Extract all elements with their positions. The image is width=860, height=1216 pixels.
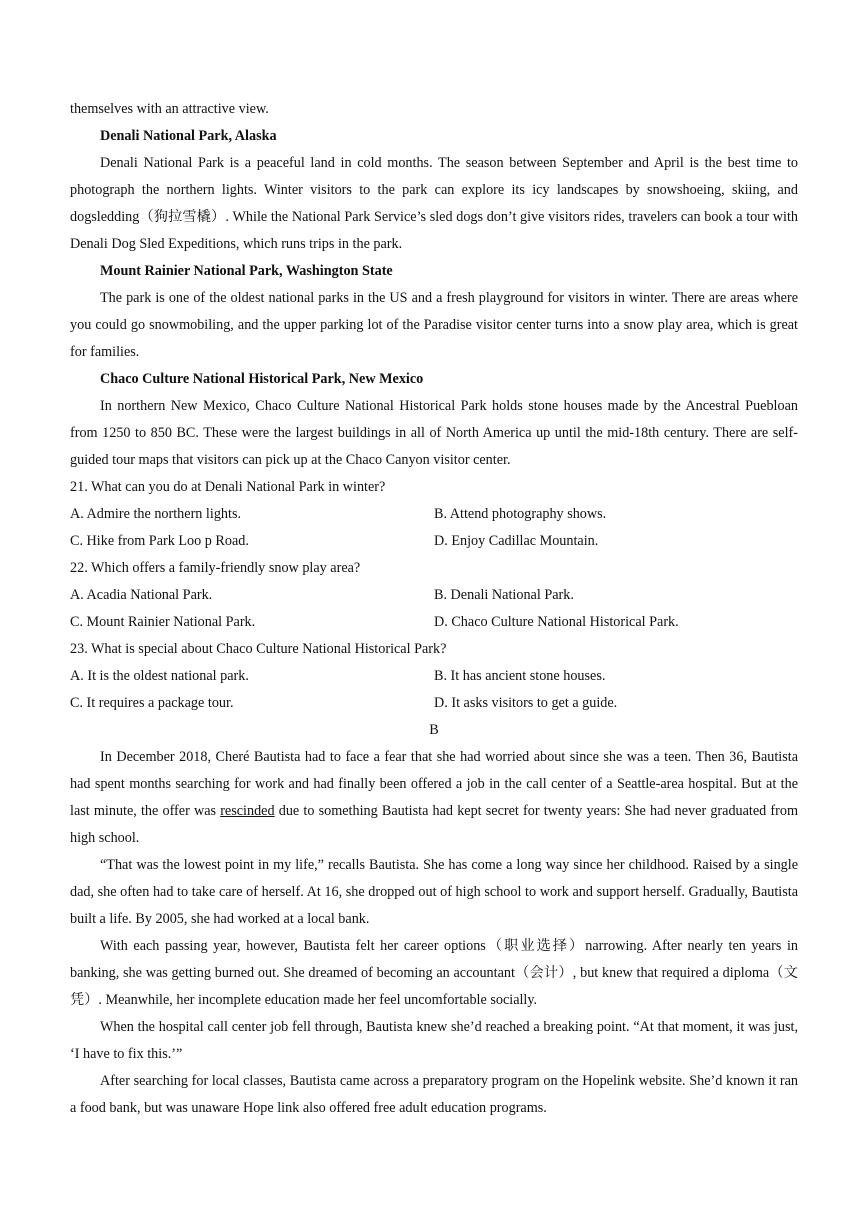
question-21-options bbox=[70, 501, 798, 555]
park-heading-denali: Denali National Park, Alaska bbox=[100, 128, 277, 144]
park-heading-rainier: Mount Rainier National Park, Washington State bbox=[100, 263, 393, 279]
question-22-option-a: A. Acadia National Park. bbox=[70, 587, 213, 603]
question-22-option-d: D. Chaco Culture National Historical Park. bbox=[434, 614, 679, 630]
passage-b-paragraph-3: With each passing year, however, Bautista felt her career options（职业选择）narrowing. After nearly ten years in banking, she was getting burned out. She dreamed of becoming an accountant（会计）, but knew that required a diploma（文凭）. Meanwhile, her incomplete education made her feel uncomfortable socially. bbox=[70, 938, 798, 1008]
passage-b-p1-before: In December 2018, Cheré Bautista had to face a fear that she had worried about since she was a teen. Then 36, Bautista had spent months searching for work and had finally been offered a job in the call center of a Seattle-area hospital. But at the last minute, the offer was bbox=[70, 749, 798, 819]
question-22-option-b: B. Denali National Park. bbox=[434, 587, 574, 603]
question-21-stem: 21. What can you do at Denali National Park in winter? bbox=[70, 479, 386, 495]
question-22-options bbox=[70, 582, 798, 636]
park-heading-chaco: Chaco Culture National Historical Park, New Mexico bbox=[100, 371, 424, 387]
document-page bbox=[70, 96, 798, 1122]
passage-b-p1-after: due to something Bautista had kept secret for twenty years: She had never graduated from high school. bbox=[70, 803, 799, 846]
question-23-option-a: A. It is the oldest national park. bbox=[70, 668, 249, 684]
park-text-rainier: The park is one of the oldest national parks in the US and a fresh playground for visitors in winter. There are areas where you could go snowmobiling, and the upper parking lot of the Paradise visitor center turns into a snow play area, which is great for families. bbox=[70, 290, 798, 360]
passage-b-paragraph-2: “That was the lowest point in my life,” recalls Bautista. She has come a long way since her childhood. Raised by a single dad, she often had to take care of herself. At 16, she dropped out of high school to work and support herself. Gradually, Bautista built a life. By 2005, she had worked at a local bank. bbox=[70, 857, 798, 927]
underlined-word-rescinded: rescinded bbox=[220, 803, 275, 819]
question-21-option-a: A. Admire the northern lights. bbox=[70, 506, 242, 522]
question-22-option-c: C. Mount Rainier National Park. bbox=[70, 614, 256, 630]
passage-b-paragraph-5: After searching for local classes, Bautista came across a preparatory program on the Hopelink website. She’d known it ran a food bank, but was unaware Hope link also offered free adult education programs. bbox=[70, 1073, 798, 1116]
question-23-option-c: C. It requires a package tour. bbox=[70, 695, 234, 711]
section-label-b: B bbox=[429, 722, 439, 738]
question-21-option-c: C. Hike from Park Loo p Road. bbox=[70, 533, 249, 549]
question-21-option-b: B. Attend photography shows. bbox=[434, 506, 607, 522]
park-text-denali: Denali National Park is a peaceful land in cold months. The season between September and April is the best time to photograph the northern lights. Winter visitors to the park can explore its icy landscapes by snowshoeing, skiing, and dogsledding（狗拉雪橇）. While the National Park Service’s sled dogs don’t give visitors rides, travelers can book a tour with Denali Dog Sled Expeditions, which runs trips in the park. bbox=[70, 155, 798, 252]
question-21-option-d: D. Enjoy Cadillac Mountain. bbox=[434, 533, 599, 549]
question-23-option-d: D. It asks visitors to get a guide. bbox=[434, 695, 618, 711]
question-22-stem: 22. Which offers a family-friendly snow play area? bbox=[70, 560, 361, 576]
question-23-option-b: B. It has ancient stone houses. bbox=[434, 668, 606, 684]
intro-tail-text: themselves with an attractive view. bbox=[70, 101, 269, 117]
question-23-stem: 23. What is special about Chaco Culture National Historical Park? bbox=[70, 641, 447, 657]
park-text-chaco: In northern New Mexico, Chaco Culture National Historical Park holds stone houses made by the Ancestral Puebloan from 1250 to 850 BC. These were the largest buildings in all of North America up until the mid-18th century. There are self-guided tour maps that visitors can pick up at the Chaco Canyon visitor center. bbox=[70, 398, 798, 468]
question-23-options bbox=[70, 663, 798, 717]
passage-b-paragraph-4: When the hospital call center job fell through, Bautista knew she’d reached a breaking point. “At that moment, it was just, ‘I have to fix this.’” bbox=[70, 1019, 798, 1062]
passage-b-paragraph-1 bbox=[70, 744, 798, 852]
